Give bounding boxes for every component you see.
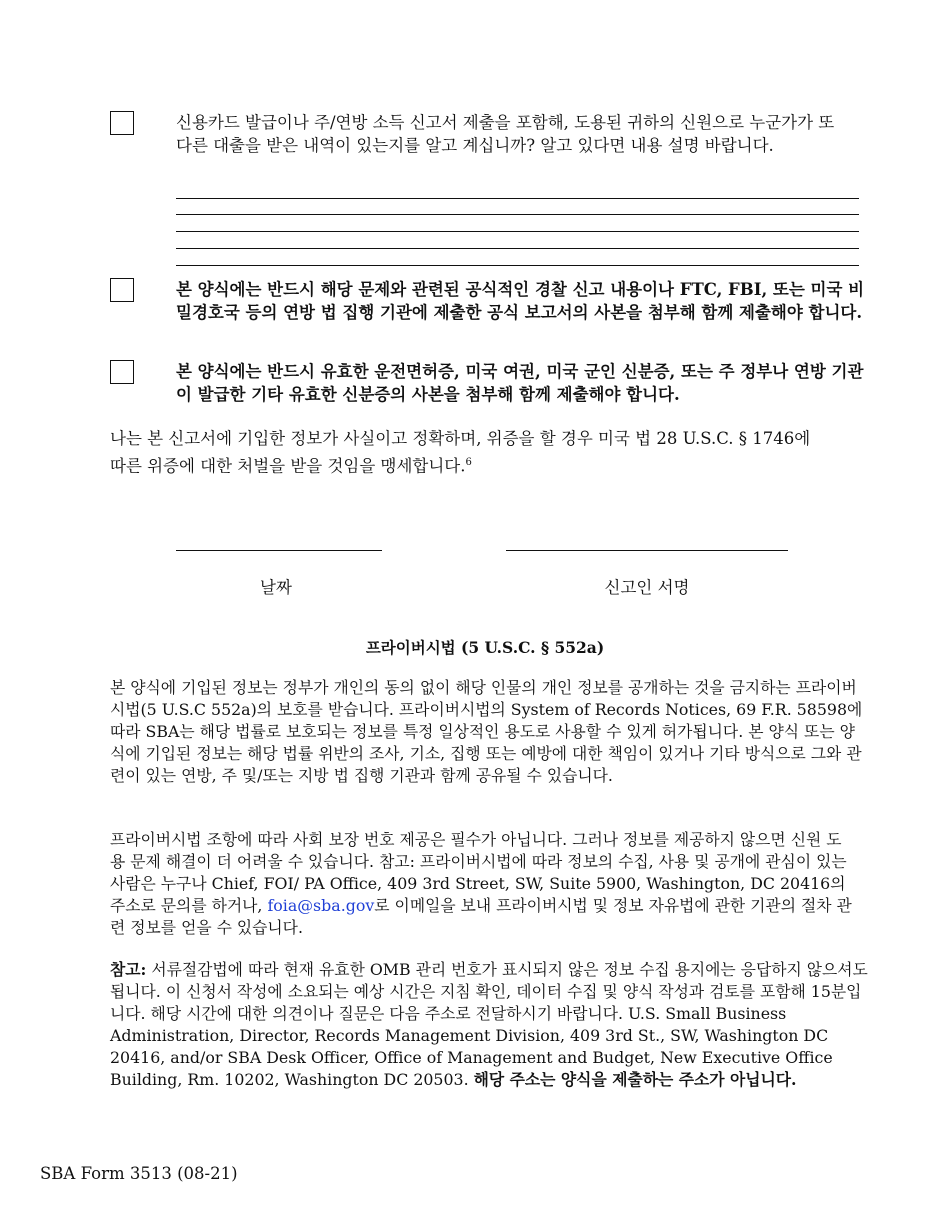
date-label: 날짜 bbox=[260, 578, 292, 597]
signer-label: 신고인 서명 bbox=[604, 578, 690, 597]
paperwork-note bbox=[110, 959, 870, 1091]
answer-line-1[interactable] bbox=[176, 198, 859, 199]
question-2-text: 본 양식에는 반드시 해당 문제와 관련된 공식적인 경찰 신고 내용이나 FTC, FBI, 또는 미국 비밀경호국 등의 연방 법 집행 기관에 제출한 공식 보고서의 사본을 첨부해 함께 제출해야 합니다. bbox=[176, 280, 865, 322]
foia-email-link[interactable]: foia@sba.gov bbox=[267, 896, 375, 915]
footnote-marker: 6 bbox=[465, 457, 472, 468]
question-3-checkbox[interactable] bbox=[110, 360, 134, 384]
answer-line-3[interactable] bbox=[176, 231, 859, 232]
question-1-text: 신용카드 발급이나 주/연방 소득 신고서 제출을 포함해, 도용된 귀하의 신원으로 누군가가 또 다른 대출을 받은 내역이 있는지를 알고 계십니까? 알고 있다면 내용 설명 바랍니다. bbox=[176, 113, 835, 155]
declaration-body: 나는 본 신고서에 기입한 정보가 사실이고 정확하며, 위증을 할 경우 미국 법 28 U.S.C. § 1746에 따른 위증에 대한 처벌을 받을 것임을 맹세합니다. bbox=[110, 429, 811, 476]
privacy-paragraph-2-text: 프라이버시법 조항에 따라 사회 보장 번호 제공은 필수가 아닙니다. 그러나 정보를 제공하지 않으면 신원 도용 문제 해결이 더 어려울 수 있습니다. 참고: 프라이버시법에 따라 정보의 수집, 사용 및 공개에 관심이 있는 사람은 누구나 Chief, FOI/ PA Office, 409 3rd Street, SW, Suite 5900, Washington, DC 20416의 주소로 문의를 하거나, bbox=[110, 830, 847, 915]
privacy-paragraph-2-tail: 로 이메일을 보내 프라이버시법 및 정보 자유법에 관한 기관의 절차 관련 정보를 얻을 수 있습니다. bbox=[110, 896, 852, 937]
privacy-paragraph-2 bbox=[110, 829, 855, 939]
question-2-checkbox[interactable] bbox=[110, 278, 134, 302]
form-id: SBA Form 3513 (08-21) bbox=[40, 1164, 238, 1183]
answer-line-2[interactable] bbox=[176, 214, 859, 215]
note-bold-end: 해당 주소는 양식을 제출하는 주소가 아닙니다. bbox=[473, 1070, 797, 1089]
question-1-checkbox[interactable] bbox=[110, 111, 134, 135]
question-3-text: 본 양식에는 반드시 유효한 운전면허증, 미국 여권, 미국 군인 신분증, 또는 주 정부나 연방 기관이 발급한 기타 유효한 신분증의 사본을 첨부해 함께 제출해야 합니다. bbox=[176, 362, 864, 404]
signature-line[interactable] bbox=[506, 550, 788, 551]
declaration-text bbox=[110, 427, 830, 479]
note-text: 서류절감법에 따라 현재 유효한 OMB 관리 번호가 표시되지 않은 정보 수집 용지에는 응답하지 않으셔도 됩니다. 이 신청서 작성에 소요되는 예상 시간은 지침 확인, 데이터 수집 및 양식 작성과 검토를 포함해 15분입니다. 해당 시간에 대한 의견이나 질문은 다음 주소로 전달하시기 바랍니다. U.S. Small Business Administration, Director, Records Management Division, 409 3rd St., SW, Washington DC 20416, and/or SBA Desk Officer, Office of Management and Budget, New Executive Office Building, Rm. 10202, Washington DC 20503. bbox=[110, 960, 868, 1089]
note-label: 참고: bbox=[110, 960, 147, 979]
privacy-paragraph-1: 본 양식에 기입된 정보는 정부가 개인의 동의 없이 해당 인물의 개인 정보를 공개하는 것을 금지하는 프라이버시법(5 U.S.C 552a)의 보호를 받습니다. 프라이버시법의 System of Records Notices, 69 F.R. 58598에 따라 SBA는 해당 법률로 보호되는 정보를 특정 일상적인 용도로 사용할 수 있게 허가됩니다. 본 양식 또는 양식에 기입된 정보는 해당 법률 위반의 조사, 기소, 집행 또는 예방에 대한 책임이 있거나 기타 방식으로 그와 관련이 있는 연방, 주 및/또는 지방 법 집행 기관과 함께 공유될 수 있습니다. bbox=[110, 678, 863, 785]
answer-line-4[interactable] bbox=[176, 248, 859, 249]
answer-line-5[interactable] bbox=[176, 265, 859, 266]
privacy-heading: 프라이버시법 (5 U.S.C. § 552a) bbox=[365, 638, 605, 657]
date-line[interactable] bbox=[176, 550, 382, 551]
